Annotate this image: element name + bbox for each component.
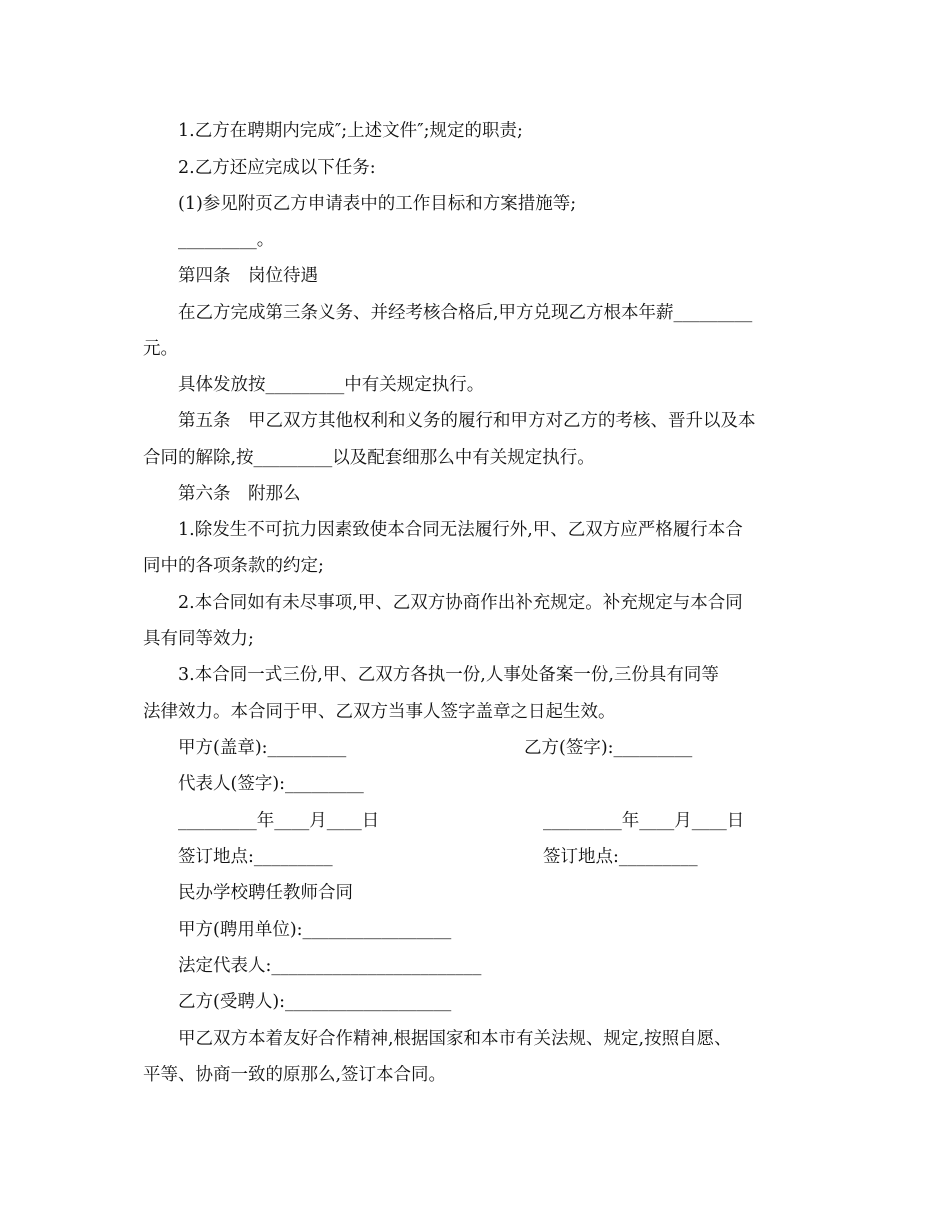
clause-3-subitem-1: (1)参见附页乙方申请表中的工作目标和方案措施等; [178, 194, 577, 214]
paragraph-line: 在乙方完成第三条义务、并经考核合格后,甲方兑现乙方根本年薪_________ [178, 303, 753, 323]
clause-4-heading: 第四条 岗位待遇 [178, 266, 318, 286]
paragraph-line: 1.除发生不可抗力因素致使本合同无法履行外,甲、乙双方应严格履行本合 [178, 520, 743, 540]
party-a-seal-field: 甲方(盖章):_________ [178, 738, 347, 758]
paragraph-line: 2.本合同如有未尽事项,甲、乙双方协商作出补充规定。补充规定与本合同 [178, 593, 743, 613]
place-left-field: 签订地点:_________ [178, 847, 333, 867]
clause-5-line: 第五条 甲乙双方其他权利和义务的履行和甲方对乙方的考核、晋升以及本 [178, 411, 756, 431]
paragraph-line: 具有同等效力; [143, 629, 254, 649]
contract-title: 民办学校聘任教师合同 [178, 883, 353, 903]
paragraph-line: 同中的各项条款的约定; [143, 556, 324, 576]
legal-representative-field: 法定代表人:________________________ [178, 956, 482, 976]
date-right-field: _________年____月____日 [543, 811, 745, 831]
clause-3-item-2: 2.乙方还应完成以下任务: [178, 158, 376, 178]
representative-signature-field: 代表人(签字):_________ [178, 774, 364, 794]
paragraph-line: 3.本合同一式三份,甲、乙双方各执一份,人事处备案一份,三份具有同等 [178, 665, 719, 685]
employee-field: 乙方(受聘人):___________________ [178, 992, 452, 1012]
clause-6-heading: 第六条 附那么 [178, 484, 301, 504]
date-left-field: _________年____月____日 [178, 811, 380, 831]
paragraph-line: 法律效力。本合同于甲、乙双方当事人签字盖章之日起生效。 [143, 702, 616, 722]
paragraph-line: 平等、协商一致的原那么,签订本合同。 [143, 1065, 447, 1085]
paragraph-line: 甲乙双方本着友好合作精神,根据国家和本市有关法规、规定,按照自愿、 [178, 1029, 732, 1049]
blank-line: _________。 [178, 230, 275, 250]
paragraph-line: 合同的解除,按_________以及配套细那么中有关规定执行。 [143, 448, 595, 468]
employer-field: 甲方(聘用单位):_________________ [178, 920, 452, 940]
paragraph-line: 元。 [143, 339, 178, 359]
clause-3-item-1: 1.乙方在聘期内完成″;上述文件″;规定的职责; [178, 121, 523, 141]
party-b-signature-field: 乙方(签字):_________ [524, 738, 693, 758]
place-right-field: 签订地点:_________ [543, 847, 698, 867]
paragraph-line: 具体发放按_________中有关规定执行。 [178, 375, 485, 395]
